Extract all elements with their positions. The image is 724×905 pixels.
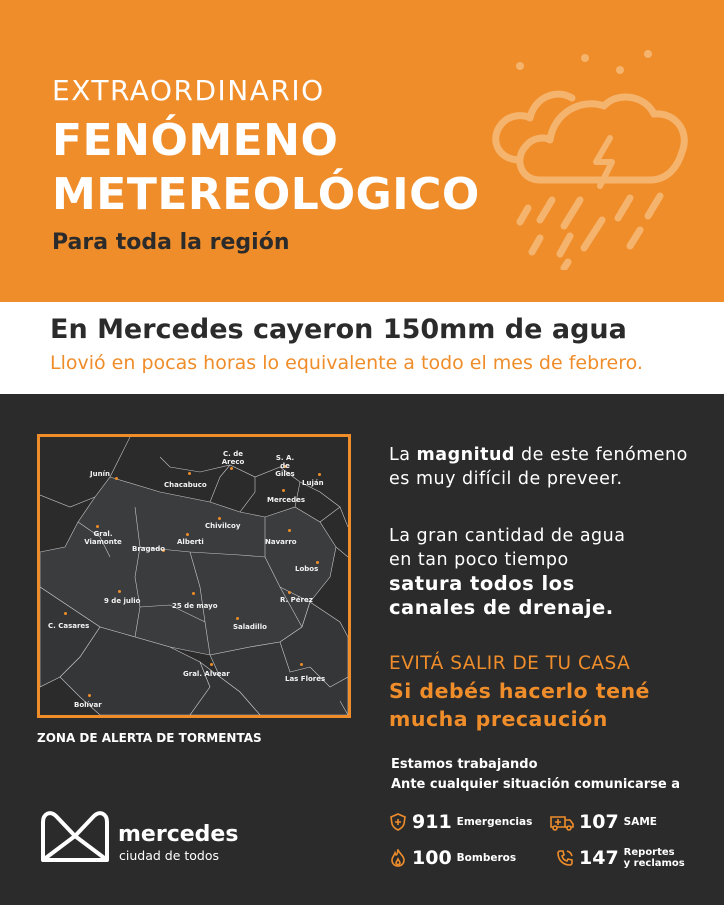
contact-intro-2: Ante cualquier situación comunicarse a [391, 777, 681, 792]
headline-title: En Mercedes cayeron 150mm de agua [50, 314, 627, 345]
town-25-de-mayo: 25 de mayo [172, 602, 218, 610]
shield-icon [389, 813, 407, 831]
info-paragraph-1 [389, 443, 688, 491]
info-p2-line4: canales de drenaje. [389, 596, 614, 619]
town-junin: Junín [90, 470, 110, 478]
contact-number: 100 [412, 847, 452, 869]
header-title-line1: FENÓMENO [52, 115, 339, 166]
contact-emergencias[interactable] [389, 811, 532, 833]
info-p2-line2: en tan poco tiempo [389, 550, 569, 570]
header-title-line2: METEREOLÓGICO [52, 169, 480, 220]
contact-label [624, 847, 685, 869]
town-c-casares: C. Casares [48, 622, 90, 630]
contact-label: SAME [623, 816, 657, 828]
town-dot [118, 590, 121, 593]
info-p1-a: La [389, 445, 417, 465]
header-subtitle: Para toda la región [52, 230, 290, 255]
info-p1-line1 [389, 443, 688, 467]
contact-reportes[interactable] [556, 847, 685, 869]
town-lobos: Lobos [295, 565, 319, 573]
contact-bomberos[interactable] [389, 847, 516, 869]
info-p2-line3: satura todos los [389, 572, 575, 595]
town-dot [188, 472, 191, 475]
contact-label-line2: y reclamos [623, 858, 685, 869]
headline-subtitle: Llovió en pocas horas lo equivalente a todo el mes de febrero. [50, 352, 643, 374]
logo-name: mercedes [118, 822, 239, 847]
town-dot [288, 529, 291, 532]
contact-number: 107 [579, 811, 619, 833]
header-title [52, 114, 480, 222]
storm-cloud-icon [480, 40, 700, 270]
town-giles: S. A. de Giles [275, 454, 295, 478]
town-navarro: Navarro [265, 538, 297, 546]
info-p1-bold: magnitud [416, 445, 515, 465]
town-saladillo: Saladillo [233, 623, 267, 631]
info-p1-c: de este fenómeno [514, 445, 688, 465]
town-bragado: Bragado [132, 545, 166, 553]
info-p1-line2: es muy difícil de preveer. [389, 469, 623, 489]
town-dot [115, 477, 118, 480]
town-dot [318, 473, 321, 476]
town-dot [192, 592, 195, 595]
info-p2-line1: La gran cantidad de agua [389, 526, 626, 546]
town-dot [88, 694, 91, 697]
warning-line-1: EVITÁ SALIR DE TU CASA [389, 653, 631, 674]
town-dot [230, 467, 233, 470]
ambulance-icon [550, 813, 574, 831]
town-lujan: Luján [302, 479, 324, 487]
town-dot [236, 617, 239, 620]
info-paragraph-2 [389, 524, 625, 620]
town-gral-alvear: Gral. Alvear [183, 670, 230, 678]
town-viamonte: Gral. Viamonte [84, 530, 122, 546]
contact-number: 911 [412, 811, 452, 833]
town-alberti: Alberti [177, 538, 204, 546]
town-dot [300, 663, 303, 666]
town-dot [316, 561, 319, 564]
mercedes-logo-icon [40, 808, 110, 864]
logo-tagline: ciudad de todos [119, 848, 220, 863]
contact-label: Emergencias [456, 816, 533, 828]
town-dot [64, 612, 67, 615]
town-dot [218, 517, 221, 520]
town-r-perez: R. Pérez [280, 596, 313, 604]
town-9-de-julio: 9 de julio [104, 597, 141, 605]
fire-icon [389, 849, 407, 867]
warning-line-3: mucha precaución [389, 707, 608, 731]
town-las-flores: Las Flores [285, 675, 326, 683]
town-dot [288, 591, 291, 594]
warning-line-2: Si debés hacerlo tené [389, 679, 650, 703]
town-dot [96, 525, 99, 528]
storm-alert-map [37, 434, 351, 718]
phone-icon [556, 849, 574, 867]
contact-number: 147 [579, 847, 619, 869]
town-chacabuco: Chacabuco [164, 481, 207, 489]
town-dot [186, 533, 189, 536]
warning-block [389, 677, 650, 733]
town-mercedes: Mercedes [267, 496, 305, 504]
map-caption: ZONA DE ALERTA DE TORMENTAS [37, 731, 262, 745]
town-dot [282, 489, 285, 492]
contact-same[interactable] [550, 811, 657, 833]
town-areco: C. de Areco [221, 450, 245, 466]
header-kicker: EXTRAORDINARIO [52, 74, 325, 107]
contact-intro-1: Estamos trabajando [391, 757, 538, 772]
contact-label: Bomberos [456, 852, 517, 864]
town-dot [210, 663, 213, 666]
town-bolivar: Bolívar [74, 701, 102, 709]
town-chivilcoy: Chivilcoy [205, 522, 241, 530]
contact-label-line1: Reportes [623, 847, 675, 858]
